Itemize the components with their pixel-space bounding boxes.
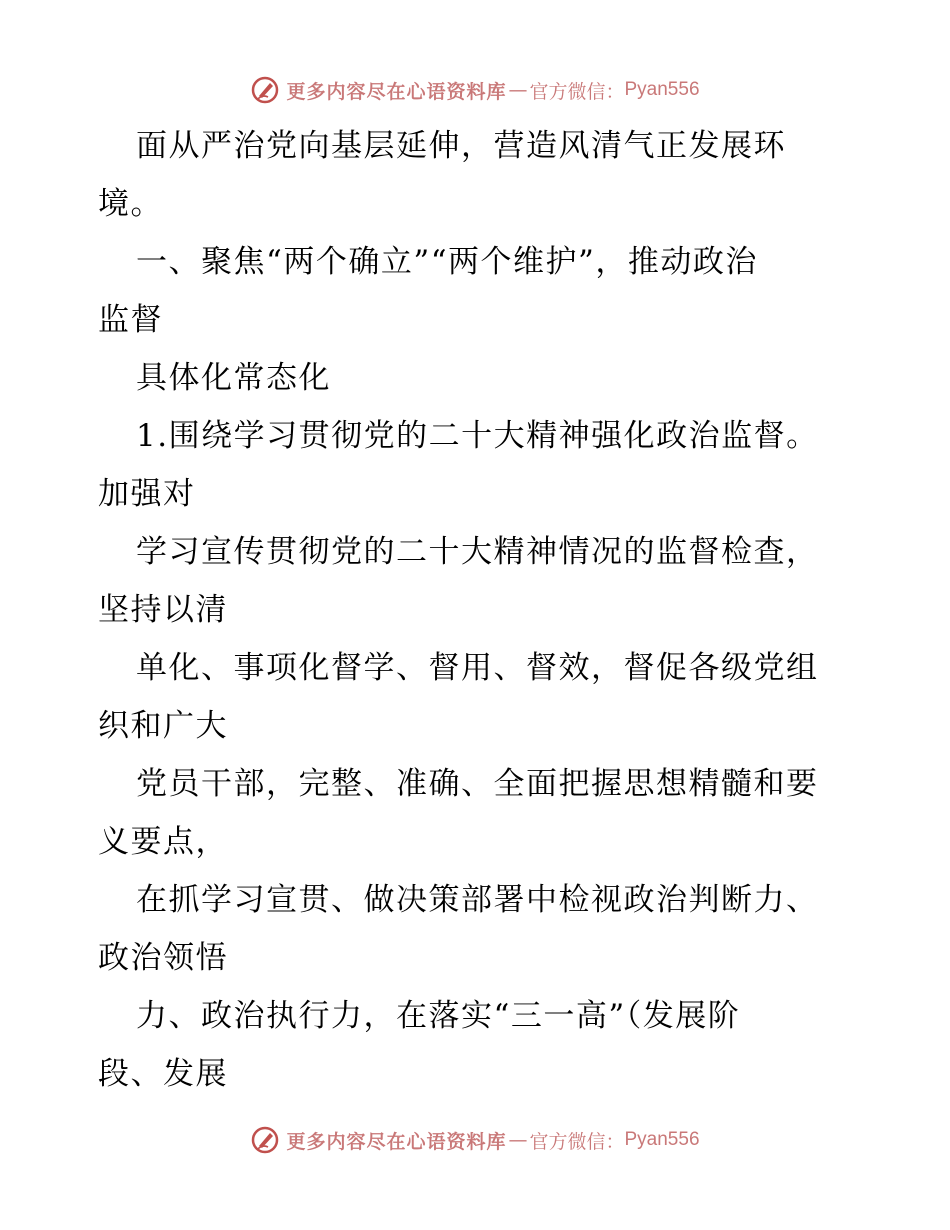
section-heading-line: 一、聚焦“两个确立”“两个维护”，推动政治	[136, 244, 758, 280]
banner-wechat-label: 官方微信：	[529, 80, 625, 103]
banner-wechat-id: Pyan556	[624, 1129, 700, 1150]
footer-banner	[0, 1120, 950, 1160]
banner-wechat-label: 官方微信：	[529, 1130, 625, 1153]
text-line: 学习宣传贯彻党的二十大精神情况的监督检查，	[136, 534, 819, 570]
text-line: 在抓学习宣贯、做决策部署中检视政治判断力、	[136, 882, 819, 918]
header-banner	[0, 70, 950, 110]
text-line: 加强对	[98, 476, 196, 512]
text-line: 面从严治党向基层延伸，营造风清气正发展环	[136, 128, 786, 164]
banner-wechat-id: Pyan556	[624, 79, 700, 100]
text-line: 1.围绕学习贯彻党的二十大精神强化政治监督。	[136, 418, 819, 454]
text-line: 政治领悟	[98, 940, 228, 976]
pen-logo-icon	[250, 75, 280, 105]
text-line: 党员干部，完整、准确、全面把握思想精髓和要	[136, 766, 819, 802]
text-line: 坚持以清	[98, 592, 228, 628]
banner-brand-text: 更多内容尽在心语资料库	[286, 1130, 507, 1153]
text-line: 义要点，	[98, 824, 228, 860]
text-line: 织和广大	[98, 708, 228, 744]
text-line: 力、政治执行力，在落实“三一高”（发展阶	[136, 998, 741, 1034]
banner-brand-text: 更多内容尽在心语资料库	[286, 80, 507, 103]
text-line: 单化、事项化督学、督用、督效，督促各级党组	[136, 650, 819, 686]
text-line: 境。	[98, 186, 163, 222]
text-line: 具体化常态化	[136, 360, 331, 396]
banner-separator: —	[508, 79, 528, 101]
banner-separator: —	[508, 1129, 528, 1151]
pen-logo-icon	[250, 1125, 280, 1155]
text-line: 段、发展	[98, 1056, 228, 1092]
section-heading-line: 监督	[98, 302, 163, 338]
